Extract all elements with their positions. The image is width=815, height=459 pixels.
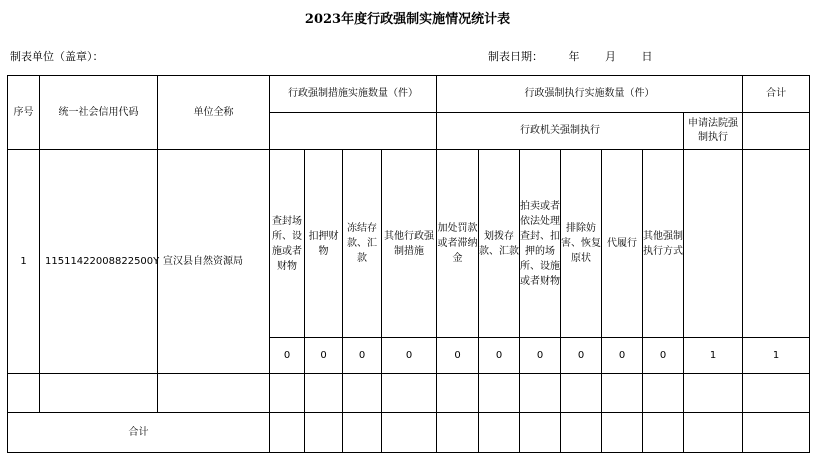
col-header-unit-name: 单位全称 <box>158 76 270 150</box>
empty-cell <box>479 374 520 413</box>
empty-cell <box>437 374 479 413</box>
empty-cell <box>602 413 643 453</box>
empty-cell <box>561 413 602 453</box>
month-label: 月 <box>605 50 616 63</box>
statistics-table <box>7 75 810 453</box>
col-header-credit-code: 统一社会信用代码 <box>40 76 158 150</box>
empty-cell <box>158 374 270 413</box>
empty-cell <box>643 374 684 413</box>
empty-cell <box>270 374 305 413</box>
empty-cell <box>520 374 561 413</box>
col-header-seq: 序号 <box>8 76 40 150</box>
col-header-auction: 拍卖或者依法处理查封、扣押的场所、设施或者财物 <box>520 150 561 338</box>
empty-cell <box>382 374 437 413</box>
col-header-measures-group: 行政强制措施实施数量（件） <box>270 76 437 113</box>
total-subheader-empty <box>743 113 810 150</box>
table-cell: 1 <box>743 338 810 374</box>
table-cell: 0 <box>437 338 479 374</box>
empty-cell <box>40 374 158 413</box>
col-header-court-execution: 申请法院强制执行 <box>684 113 743 150</box>
date-label: 制表日期： <box>488 50 543 63</box>
col-header-total: 合计 <box>743 76 810 113</box>
empty-cell <box>561 374 602 413</box>
row-seq: 1 <box>8 150 40 374</box>
col-header-late-fees: 加处罚款或者滞纳金 <box>437 150 479 338</box>
empty-cell <box>684 374 743 413</box>
table-cell: 0 <box>382 338 437 374</box>
empty-cell <box>382 413 437 453</box>
day-label: 日 <box>641 50 653 63</box>
table-cell: 0 <box>270 338 305 374</box>
page-title: 2023年度行政强制实施情况统计表 <box>304 12 511 27</box>
table-cell: 0 <box>643 338 684 374</box>
col-header-substitute-performance: 代履行 <box>602 150 643 338</box>
col-header-seal-premises: 查封场所、设施或者财物 <box>270 150 305 338</box>
court-execution-blank <box>684 150 743 338</box>
table-row-empty <box>8 374 810 413</box>
col-header-other-measures: 其他行政强制措施 <box>382 150 437 338</box>
col-header-other-execution: 其他强制执行方式 <box>643 150 684 338</box>
table-cell: 1 <box>684 338 743 374</box>
row-unit-name: 宣汉县自然资源局 <box>158 150 270 374</box>
empty-cell <box>643 413 684 453</box>
empty-cell <box>684 413 743 453</box>
table-cell: 0 <box>305 338 343 374</box>
empty-cell <box>305 413 343 453</box>
col-header-freeze-deposits: 冻结存款、汇款 <box>343 150 382 338</box>
col-header-remove-obstruction: 排除妨害、恢复原状 <box>561 150 602 338</box>
row-credit-code: 11511422008822500Y <box>40 150 158 374</box>
empty-cell <box>343 413 382 453</box>
col-header-execution-group: 行政强制执行实施数量（件） <box>437 76 743 113</box>
empty-cell <box>520 413 561 453</box>
col-header-transfer-deposits: 划拨存款、汇款 <box>479 150 520 338</box>
empty-cell <box>743 374 810 413</box>
unit-label: 制表单位（盖章）： <box>10 50 104 63</box>
empty-cell <box>343 374 382 413</box>
table-cell: 0 <box>561 338 602 374</box>
empty-cell <box>479 413 520 453</box>
empty-cell <box>270 413 305 453</box>
empty-cell <box>8 374 40 413</box>
table-cell: 0 <box>602 338 643 374</box>
footer-total-label: 合计 <box>8 413 270 453</box>
col-header-admin-execution: 行政机关强制执行 <box>437 113 684 150</box>
total-blank <box>743 150 810 338</box>
empty-cell <box>743 413 810 453</box>
measures-subheader-empty <box>270 113 437 150</box>
empty-cell <box>602 374 643 413</box>
year-label: 年 <box>568 50 580 63</box>
table-cell: 0 <box>343 338 382 374</box>
empty-cell <box>305 374 343 413</box>
col-header-seize-property: 扣押财物 <box>305 150 343 338</box>
table-cell: 0 <box>520 338 561 374</box>
date-line <box>488 48 675 64</box>
table-cell: 0 <box>479 338 520 374</box>
empty-cell <box>437 413 479 453</box>
table-footer-row <box>8 413 810 453</box>
